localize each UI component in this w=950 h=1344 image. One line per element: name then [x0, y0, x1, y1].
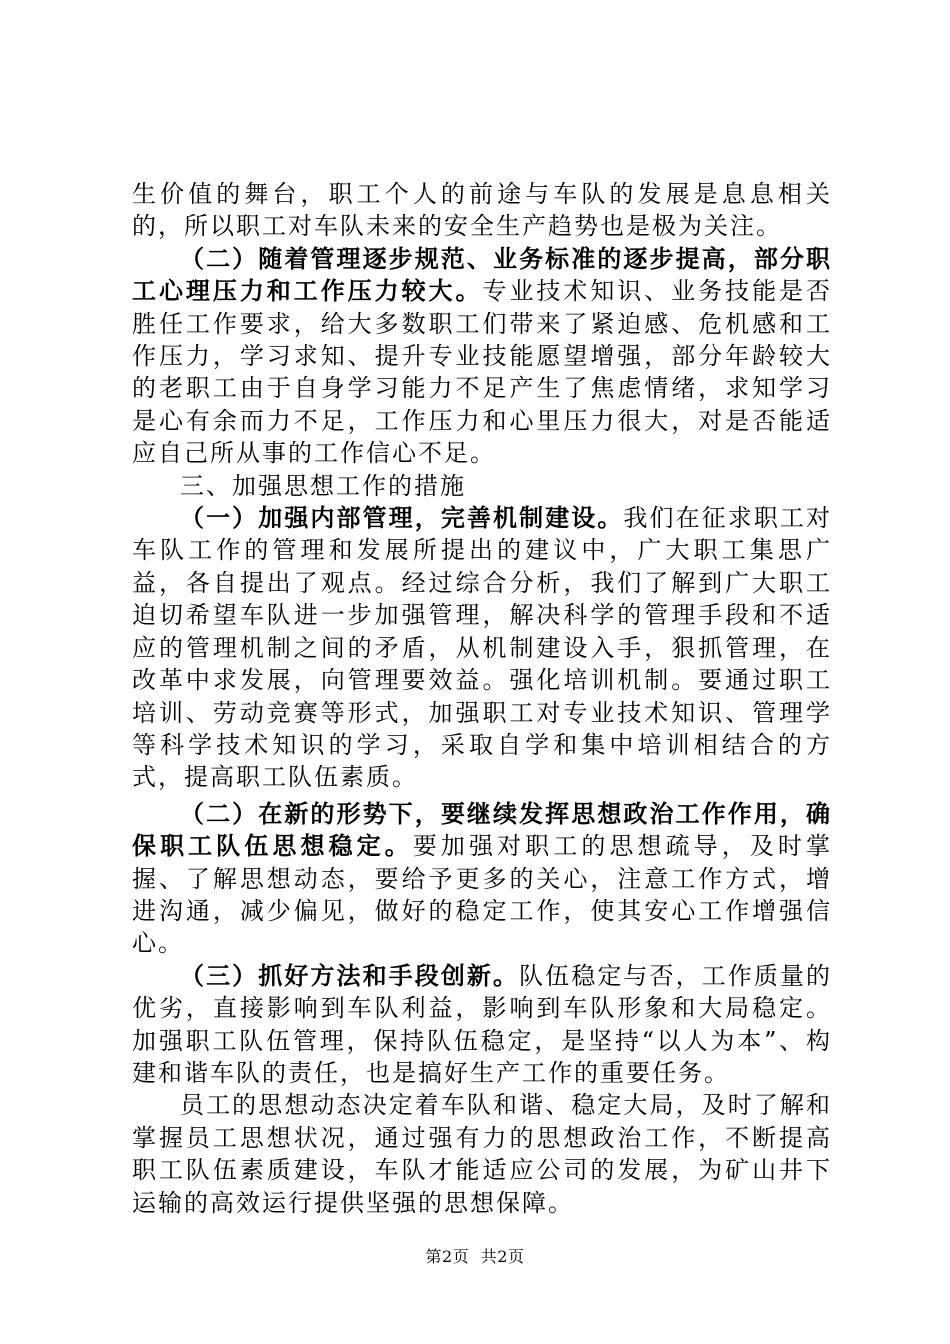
section-heading: 三、加强思想工作的措施: [180, 471, 466, 500]
paragraph-text: 队伍稳定与否，工作质量的优劣，直接影响到车队利益，影响到车队形象和大局稳定。加强职工队伍管理，保持队伍稳定，是坚持“以人为本”、构建和谐车队的责任，也是搞好生产工作的重要任务。: [132, 961, 833, 1087]
paragraph-innovation: [132, 960, 832, 1090]
page-total: 共2页: [480, 1247, 525, 1266]
paragraph-conclusion: 员工的思想动态决定着车队和谐、稳定大局，及时了解和掌握员工思想状况，通过强有力的思想政治工作，不断提高职工队伍素质建设，车队才能适应公司的发展，为矿山井下运输的高效运行提供坚强的思想保障。: [132, 1091, 832, 1217]
paragraph-text: 我们在征求职工对车队工作的管理和发展所提出的建议中，广大职工集思广益，各自提出了观点。经过综合分析，我们了解到广大职工迫切希望车队进一步加强管理，解决科学的管理手段和不适应的管理机制之间的矛盾，从机制建设入手，狠抓管理，在改革中求发展，向管理要效益。强化培训机制。要通过职工培训、劳动竞赛等形式，加强职工对专业技术知识、管理学等科学技术知识的学习，采取自学和集中培训相结合的方式，提高职工队伍素质。: [132, 504, 833, 792]
paragraph-text: 专业技术知识、业务技能是否胜任工作要求，给大多数职工们带来了紧迫感、危机感和工作压力，学习求知、提升专业技能愿望增强，部分年龄较大的老职工由于自身学习能力不足产生了焦虑情绪，求知学习是心有余而力不足，工作压力和心里压力很大，对是否能适应自己所从事的工作信心不足。: [132, 277, 833, 468]
paragraph-pressure: [132, 243, 832, 470]
paragraph-continuation: 生价值的舞台，职工个人的前途与车队的发展是息息相关的，所以职工对车队未来的安全生产趋势也是极为关注。: [132, 180, 832, 241]
paragraph-management: [132, 502, 832, 794]
paragraph-lead-bold: （三）抓好方法和手段创新。: [180, 960, 520, 990]
page-number: 第2页: [425, 1247, 470, 1266]
paragraph-text: 要加强对职工的思想疏导，及时掌握、了解思想动态，要给予更多的关心，注意工作方式，增进沟通，减少偏见，做好的稳定工作，使其安心工作增强信心。: [132, 832, 833, 958]
paragraph-lead-bold: （二）随着管理逐步规范、业务标准的逐步提高，部分职工心理压力和工作压力较大。: [132, 243, 832, 306]
page-footer: [0, 1244, 950, 1267]
paragraph-lead-bold: （二）在新的形势下，要继续发挥思想政治工作作用，确保职工队伍思想稳定。: [132, 798, 832, 861]
document-body: [132, 178, 832, 1219]
paragraph-political-work: [132, 798, 832, 960]
paragraph-lead-bold: （一）加强内部管理，完善机制建设。: [180, 503, 624, 533]
